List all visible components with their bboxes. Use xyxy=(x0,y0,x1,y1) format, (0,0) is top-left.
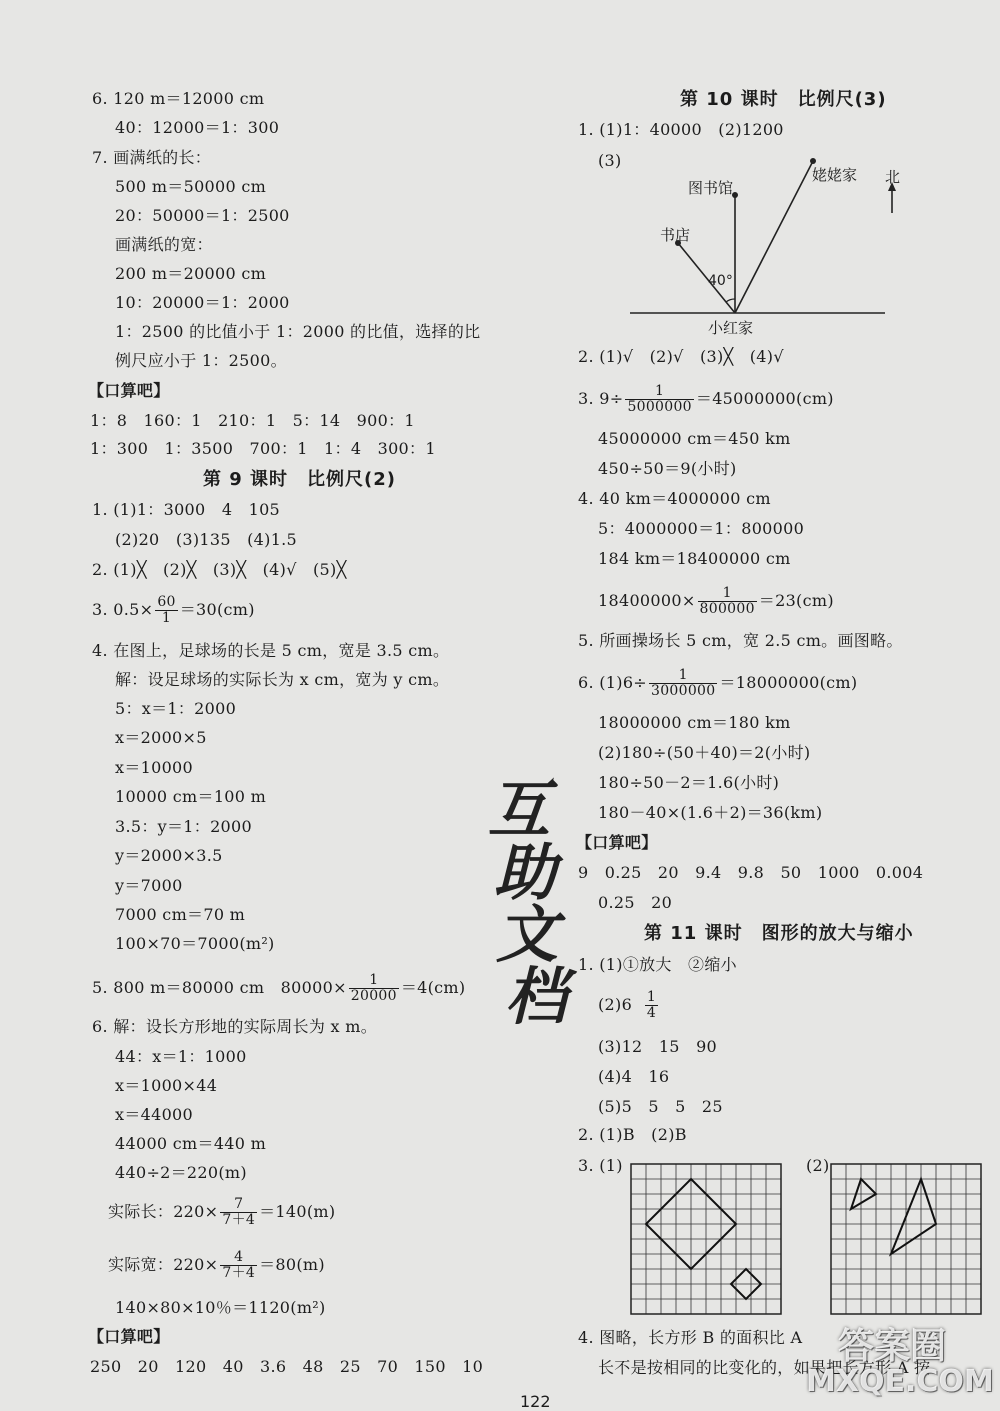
answer-line: 实际长：220× $\frac{7}{7+4}$ ＝140(m) xyxy=(108,1196,336,1228)
fraction: $\frac{4}{7+4}$ xyxy=(222,1249,256,1281)
answer-line: 2. (1)B (2)B xyxy=(578,1125,687,1144)
answer-line: (4)4 16 xyxy=(598,1067,670,1086)
answer-line: (3) xyxy=(598,151,622,170)
answer-line: (2)6 $\frac{1}{4}$ xyxy=(598,989,657,1021)
answer-line: 6. 解：设长方形地的实际周长为 x m。 xyxy=(92,1017,378,1036)
answer-line: 4. 在图上，足球场的长是 5 cm，宽是 3.5 cm。 xyxy=(92,641,450,660)
answer-line: x＝44000 xyxy=(115,1105,194,1124)
answer-line: (5)5 5 5 25 xyxy=(598,1097,723,1116)
answer-line: 5. 所画操场长 5 cm，宽 2.5 cm。画图略。 xyxy=(578,631,903,650)
answer-line: (3)12 15 90 xyxy=(598,1037,718,1056)
answer-line: 250 20 120 40 3.6 48 25 70 150 10 xyxy=(90,1357,484,1376)
answer-line: 10：20000＝1：2000 xyxy=(115,293,290,312)
answer-line: 2. (1)╳ (2)╳ (3)╳ (4)√ (5)╳ xyxy=(92,560,347,579)
answer-line: 6. 120 m＝12000 cm xyxy=(92,89,265,108)
home-label: 小红家 xyxy=(708,319,754,337)
answer-line: 3. 9÷ $\frac{1}{5000000}$ ＝45000000(cm) xyxy=(578,383,834,415)
answer-line: 4. 图略，长方形 B 的面积比 A xyxy=(578,1328,803,1347)
answer-line: 5：x＝1：2000 xyxy=(115,699,237,718)
lesson-heading: 第 10 课时 比例尺(3) xyxy=(680,89,887,110)
answer-line: 44：x＝1：1000 xyxy=(115,1047,247,1066)
answer-line: 180－40×(1.6＋2)＝36(km) xyxy=(598,803,823,822)
answer-line: x＝2000×5 xyxy=(115,728,207,747)
map-diagram xyxy=(620,155,910,345)
answer-line: 5：4000000＝1：800000 xyxy=(598,519,805,538)
answer-line: 9 0.25 20 9.4 9.8 50 1000 0.004 xyxy=(578,863,924,882)
answer-line: x＝10000 xyxy=(115,758,194,777)
answer-line: 7000 cm＝70 m xyxy=(115,905,246,924)
answer-line: 5. 800 m＝80000 cm 80000× $\frac{1}{20000}$ ＝4(cm) xyxy=(92,972,466,1004)
answer-line: 450÷50＝9(小时) xyxy=(598,459,737,478)
answer-line: 0.25 20 xyxy=(598,893,673,912)
section-label: 【口算吧】 xyxy=(88,1327,170,1346)
answer-line: 180÷50－2＝1.6(小时) xyxy=(598,773,780,792)
answer-line: 10000 cm＝100 m xyxy=(115,787,267,806)
answer-line: x＝1000×44 xyxy=(115,1076,218,1095)
answer-line: y＝7000 xyxy=(115,876,183,895)
fraction: $\frac{1}{5000000}$ xyxy=(627,383,692,415)
handwritten-char: 文 xyxy=(496,898,559,971)
answer-line: 20：50000＝1：2500 xyxy=(115,206,290,225)
lesson-heading: 第 11 课时 图形的放大与缩小 xyxy=(644,923,914,944)
answer-line: 3. 0.5× $\frac{60}{1}$ ＝30(cm) xyxy=(92,594,255,626)
watermark-logo: 答案圈 xyxy=(838,1326,947,1367)
answer-line: 例尺应小于 1：2500。 xyxy=(115,351,287,370)
answer-line: 画满纸的宽： xyxy=(115,235,213,254)
answer-line: (2)180÷(50＋40)＝2(小时) xyxy=(598,743,811,762)
answer-line: 1. (1)①放大 ②缩小 xyxy=(578,955,737,974)
angle-label: 40° xyxy=(708,273,733,289)
north-label: 北 xyxy=(885,168,901,186)
section-label: 【口算吧】 xyxy=(88,381,170,400)
answer-line: 440÷2＝220(m) xyxy=(115,1163,247,1182)
library-label: 图书馆 xyxy=(688,179,734,197)
fraction: $\frac{7}{7+4}$ xyxy=(222,1196,256,1228)
fraction: $\frac{1}{20000}$ xyxy=(350,972,397,1004)
answer-line: y＝2000×3.5 xyxy=(115,846,223,865)
answer-line: 1：8 160：1 210：1 5：14 900：1 xyxy=(90,411,415,430)
handwritten-char: 档 xyxy=(505,960,568,1033)
handwritten-char: 助 xyxy=(494,836,557,909)
answer-line: 100×70＝7000(m²) xyxy=(115,934,275,953)
answer-line: 18400000× $\frac{1}{800000}$ ＝23(cm) xyxy=(598,585,834,617)
answer-line: 1：2500 的比值小于 1：2000 的比值，选择的比 xyxy=(115,322,481,341)
answer-line: 解：设足球场的实际长为 x cm，宽为 y cm。 xyxy=(115,670,450,689)
answer-line: 184 km＝18400000 cm xyxy=(598,549,791,568)
bookstore-label: 书店 xyxy=(660,226,691,244)
fraction: $\frac{1}{4}$ xyxy=(646,989,657,1021)
page-number: 122 xyxy=(520,1392,551,1411)
answer-line: 140×80×10％＝1120(m²) xyxy=(115,1298,326,1317)
answer-line: 44000 cm＝440 m xyxy=(115,1134,267,1153)
answer-line: 3. (1) xyxy=(578,1156,623,1175)
answer-line: (2)20 (3)135 (4)1.5 xyxy=(115,530,298,549)
answer-line: 1：300 1：3500 700：1 1：4 300：1 xyxy=(90,439,436,458)
answer-line: (2) xyxy=(806,1156,830,1175)
answer-line: 18000000 cm＝180 km xyxy=(598,713,791,732)
answer-line: 长不是按相同的比变化的，如果把长方形 A 按 xyxy=(598,1358,931,1377)
answer-line: 4. 40 km＝4000000 cm xyxy=(578,489,771,508)
answer-line: 3.5：y＝1：2000 xyxy=(115,817,252,836)
answer-line: 200 m＝20000 cm xyxy=(115,264,267,283)
answer-line: 45000000 cm＝450 km xyxy=(598,429,791,448)
answer-line: 实际宽：220× $\frac{4}{7+4}$ ＝80(m) xyxy=(108,1249,325,1281)
handwritten-char: 互 xyxy=(488,773,551,846)
answer-line: 7. 画满纸的长： xyxy=(92,148,212,167)
answer-line: 1. (1)1：3000 4 105 xyxy=(92,500,281,519)
fraction: $\frac{1}{800000}$ xyxy=(699,585,755,617)
watermark-url: MXQE.COM xyxy=(806,1364,994,1399)
fraction: $\frac{60}{1}$ xyxy=(157,594,176,626)
grandma-label: 姥姥家 xyxy=(812,166,858,184)
answer-line: 2. (1)√ (2)√ (3)╳ (4)√ xyxy=(578,347,784,366)
answer-line: 1. (1)1：40000 (2)1200 xyxy=(578,120,784,139)
section-label: 【口算吧】 xyxy=(576,833,658,852)
answer-line: 6. (1)6÷ $\frac{1}{3000000}$ ＝18000000(cm) xyxy=(578,667,858,699)
fraction: $\frac{1}{3000000}$ xyxy=(651,667,716,699)
lesson-heading: 第 9 课时 比例尺(2) xyxy=(203,469,397,490)
answer-line: 500 m＝50000 cm xyxy=(115,177,267,196)
grid-figure-1 xyxy=(630,1163,782,1315)
grid-figure-2 xyxy=(830,1163,982,1315)
answer-line: 40：12000＝1：300 xyxy=(115,118,280,137)
